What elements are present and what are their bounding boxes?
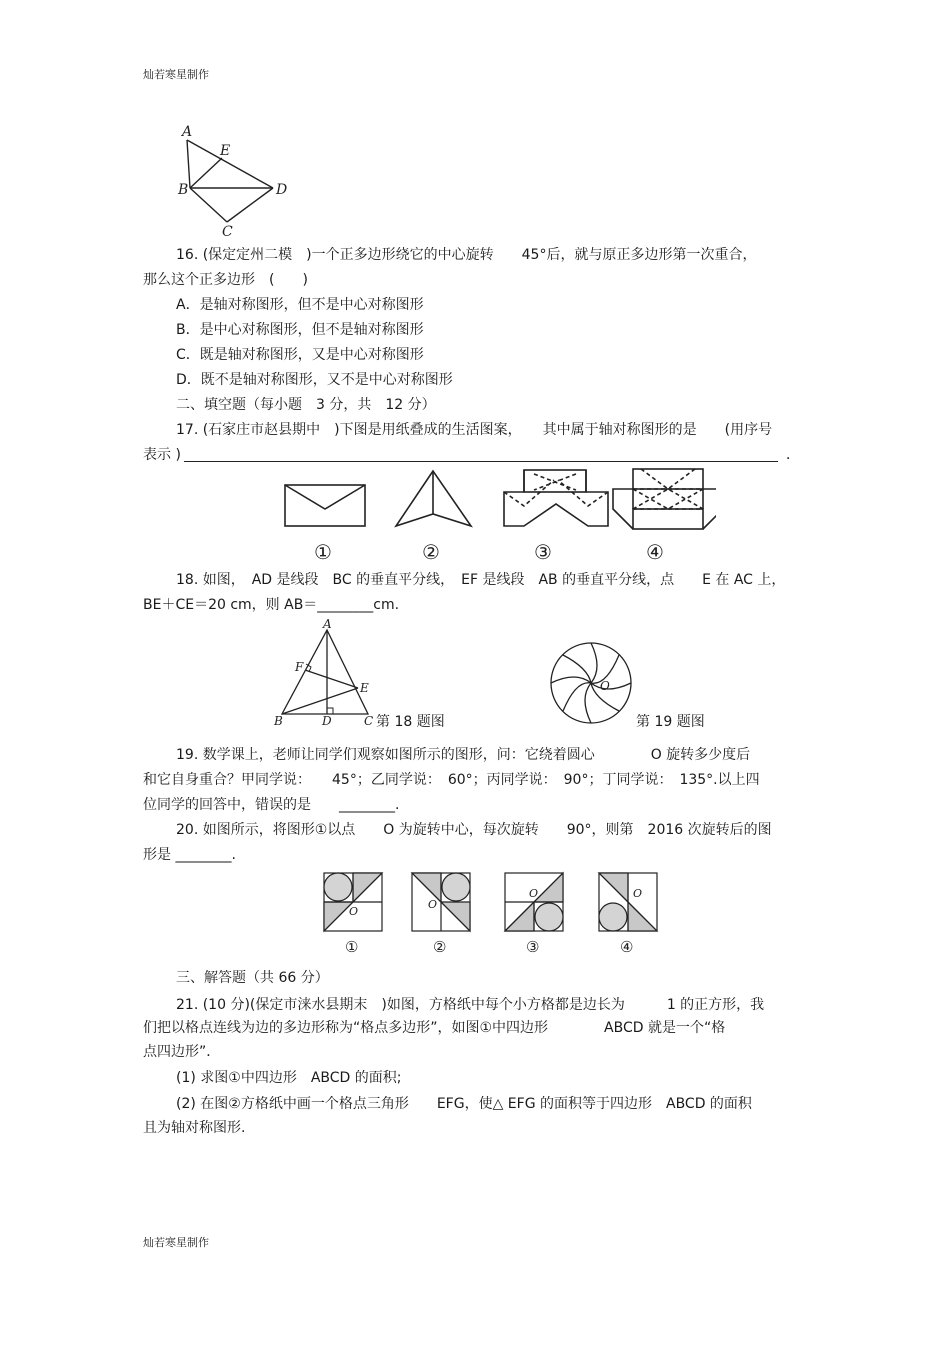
q21-sub1: (1) 求图①中四边形 ABCD 的面积; bbox=[176, 1070, 402, 1086]
fig15-label-b: B bbox=[178, 182, 189, 198]
figure-q19 bbox=[548, 640, 634, 726]
q21-sub2-line1: (2) 在图②方格纸中画一个格点三角形 EFG，使△ EFG 的面积等于四边形 ABCD 的面积 bbox=[176, 1096, 752, 1112]
q16-line2: 那么这个正多边形 ( ) bbox=[143, 272, 308, 288]
fig15-label-c: C bbox=[222, 224, 233, 240]
q20-label-4: ④ bbox=[620, 938, 634, 956]
q18-label-f: F bbox=[295, 660, 304, 674]
q20-fig3-center-label: O bbox=[529, 887, 539, 900]
q17-line1: 17. (石家庄市赵县期中 )下图是用纸叠成的生活图案， 其中属于轴对称图形的是 (用序号 bbox=[176, 422, 773, 438]
fig15-label-d: D bbox=[276, 182, 288, 198]
q20-label-3: ③ bbox=[526, 938, 540, 956]
section-2-title: 二、填空题（每小题 3 分，共 12 分） bbox=[176, 397, 436, 413]
paper-plane-figure bbox=[396, 471, 471, 526]
q19-line1: 19. 数学课上，老师让同学们观察如图所示的图形，问：它绕着圆心 O 旋转多少度后 bbox=[176, 747, 751, 763]
q18-line1: 18. 如图， AD 是线段 BC 的垂直平分线， EF 是线段 AB 的垂直平分线，点 E 在 AC 上， bbox=[176, 572, 786, 588]
q18-label-c: C bbox=[364, 714, 374, 728]
figure-q18 bbox=[270, 618, 390, 730]
q19-center-label: O bbox=[600, 679, 610, 693]
fig15-label-a: A bbox=[182, 124, 193, 140]
folded-figure-3 bbox=[504, 470, 608, 526]
q17-label-2: ② bbox=[422, 540, 440, 564]
q20-line1: 20. 如图所示，将图形①以点 O 为旋转中心，每次旋转 90°，则第 2016 次旋转后的图 bbox=[176, 822, 772, 838]
q20-fig4-center-label: O bbox=[633, 887, 643, 900]
q18-label-d: D bbox=[322, 714, 332, 728]
q18-label-b: B bbox=[274, 714, 283, 728]
q20-fig2-center-label: O bbox=[428, 898, 438, 911]
q20-figure-2 bbox=[412, 873, 470, 931]
fig15-line-be bbox=[190, 158, 222, 188]
q16-line1: 16. (保定定州二模 )一个正多边形绕它的中心旋转 45°后，就与原正多边形第一次重合， bbox=[176, 247, 757, 263]
q20-label-2: ② bbox=[433, 938, 447, 956]
q16-option-b: B．是中心对称图形，但不是轴对称图形 bbox=[176, 322, 424, 338]
q20-label-1: ① bbox=[345, 938, 359, 956]
q20-figure-4 bbox=[599, 873, 657, 931]
fig15-label-e: E bbox=[220, 143, 231, 159]
q20-figure-3 bbox=[505, 873, 563, 931]
q16-option-a: A．是轴对称图形，但不是中心对称图形 bbox=[176, 297, 424, 313]
q21-line2: 们把以格点连线为边的多边形称为“格点多边形”，如图①中四边形 ABCD 就是一个“格 bbox=[143, 1020, 726, 1036]
fig15-line-ab bbox=[187, 140, 190, 188]
q19-line2: 和它自身重合？甲同学说： 45°；乙同学说： 60°；丙同学说： 90°；丁同学说： 135°.以上四 bbox=[143, 772, 760, 788]
q20-figure-1 bbox=[324, 873, 382, 931]
q21-line3: 点四边形”． bbox=[143, 1044, 221, 1060]
figure-q15 bbox=[170, 120, 300, 240]
section-3-title: 三、解答题（共 66 分） bbox=[176, 970, 329, 986]
folded-figure-4 bbox=[613, 469, 716, 529]
q16-option-c: C．既是轴对称图形，又是中心对称图形 bbox=[176, 347, 424, 363]
spiral-curves bbox=[551, 643, 631, 723]
line-fe bbox=[305, 670, 358, 688]
q20-figures bbox=[318, 868, 664, 958]
q17-line2-suffix: ． bbox=[786, 447, 800, 463]
q17-figures bbox=[276, 466, 716, 564]
q18-caption: 第 18 题图 bbox=[376, 714, 445, 730]
q20-line2: 形是 ________. bbox=[143, 847, 236, 863]
q19-line3: 位同学的回答中，错误的是 ________. bbox=[143, 797, 400, 813]
q17-label-4: ④ bbox=[646, 540, 664, 564]
q18-line2: BE＋CE＝20 cm，则 AB＝________cm. bbox=[143, 597, 400, 613]
q17-label-1: ① bbox=[314, 540, 332, 564]
q20-fig1-center-label: O bbox=[349, 905, 359, 918]
q16-option-d: D．既不是轴对称图形，又不是中心对称图形 bbox=[176, 372, 453, 388]
q18-label-e: E bbox=[360, 681, 369, 695]
q21-sub2-line2: 且为轴对称图形. bbox=[143, 1120, 246, 1136]
fig15-line-cd bbox=[227, 188, 273, 222]
q19-caption: 第 19 题图 bbox=[636, 714, 705, 730]
q17-label-3: ③ bbox=[534, 540, 552, 564]
page-header: 灿若寒星制作 bbox=[143, 68, 209, 81]
fig15-line-bc bbox=[190, 188, 227, 222]
page-footer: 灿若寒星制作 bbox=[143, 1236, 209, 1249]
q21-line1: 21. (10 分)(保定市涞水县期末 )如图，方格纸中每个小方格都是边长为 1 的正方形，我 bbox=[176, 997, 765, 1013]
q17-answer-blank bbox=[184, 461, 778, 462]
q17-line2-prefix: 表示 ) bbox=[143, 447, 181, 463]
q18-label-a: A bbox=[323, 618, 332, 631]
envelope-figure bbox=[285, 485, 365, 526]
